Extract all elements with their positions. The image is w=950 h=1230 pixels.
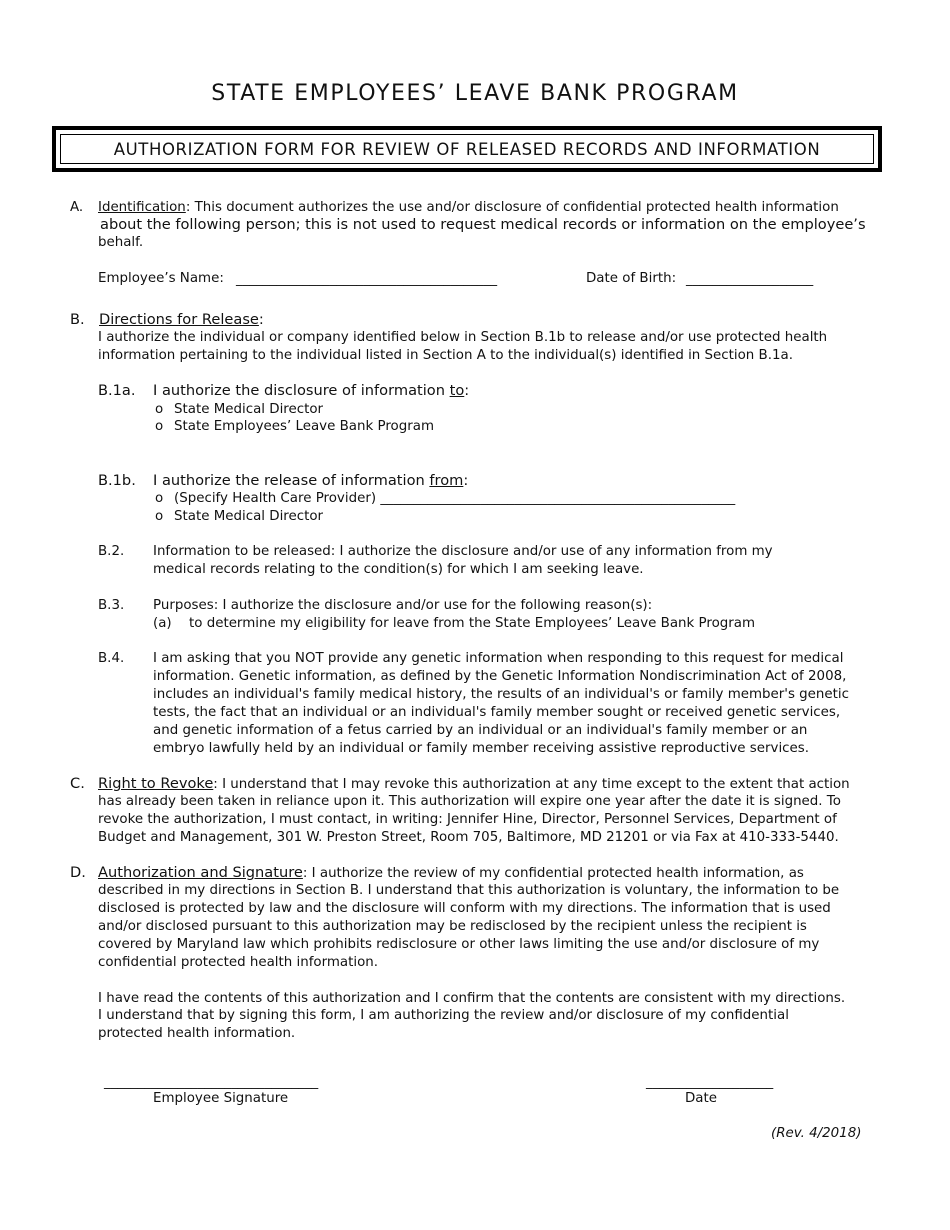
b2-number: B.2.: [98, 544, 125, 559]
b4-number: B.4.: [98, 651, 125, 666]
b4-line-4: tests, the fact that an individual or an individual's family member sought or received genetic services,: [153, 705, 841, 720]
section-c-line-4: Budget and Management, 301 W. Preston Street, Room 705, Baltimore, MD 21201 or via Fax at 410-333-5440.: [98, 830, 839, 845]
form-subtitle: AUTHORIZATION FORM FOR REVIEW OF RELEASED RECORDS AND INFORMATION: [113, 140, 821, 159]
b4-line-3: includes an individual's family medical history, the results of an individual's or family member's genetic: [153, 687, 849, 702]
form-title: STATE EMPLOYEES’ LEAVE BANK PROGRAM: [211, 81, 739, 106]
b1a-heading: [153, 382, 469, 400]
section-d-para2-line-3: protected health information.: [98, 1026, 296, 1041]
b2-line-1: Information to be released: I authorize the disclosure and/or use of any information from my: [153, 544, 773, 559]
section-d-para2-line-1: I have read the contents of this authorization and I confirm that the contents are consistent with my directions.: [98, 991, 846, 1006]
b1b-item-2-text: State Medical Director: [174, 509, 324, 524]
section-d-line-4: and/or disclosed pursuant to this authorization may be redisclosed by the recipient unless the recipient is: [98, 919, 807, 934]
section-a-letter: A.: [70, 200, 84, 215]
section-b-letter: B.: [70, 311, 85, 328]
b3-line-1: Purposes: I authorize the disclosure and/or use for the following reason(s):: [153, 598, 653, 613]
b4-line-2: information. Genetic information, as defined by the Genetic Information Nondiscrimination Act of 2008,: [153, 669, 847, 684]
b1a-heading-underlined: to: [449, 382, 465, 399]
employee-name-field[interactable]: _______________________________________: [236, 272, 498, 287]
signature-date-field[interactable]: ___________________: [646, 1075, 774, 1090]
b1a-heading-colon: :: [464, 382, 470, 399]
b1a-item-1-text: State Medical Director: [174, 402, 324, 417]
b1b-number: B.1b.: [98, 472, 136, 489]
b3-number: B.3.: [98, 598, 125, 613]
section-d-letter: D.: [70, 864, 86, 881]
section-d-line-3: disclosed is protected by law and the disclosure will conform with my directions. The information that is used: [98, 901, 831, 916]
section-d-line-5: covered by Maryland law which prohibits redisclosure or other laws limiting the use and/or disclosure of my: [98, 937, 820, 952]
b4-line-1: I am asking that you NOT provide any genetic information when responding to this request for medical: [153, 651, 844, 666]
section-d-line-1: [98, 864, 804, 883]
b3-sub-text: to determine my eligibility for leave from the State Employees’ Leave Bank Program: [189, 616, 756, 631]
section-c-text-1: : I understand that I may revoke this authorization at any time except to the extent that action: [213, 777, 850, 792]
section-c-heading: Right to Revoke: [98, 775, 214, 792]
section-b-line-1: I authorize the individual or company identified below in Section B.1b to release and/or use protected health: [98, 330, 828, 345]
section-b-heading-line: [99, 311, 264, 329]
section-a-line-1: [98, 199, 839, 217]
b1b-heading-colon: :: [463, 472, 469, 489]
b1a-item-2-text: State Employees’ Leave Bank Program: [174, 419, 434, 434]
section-d-line-2: described in my directions in Section B. I understand that this authorization is voluntary, the information to be: [98, 883, 840, 898]
employee-signature-label: Employee Signature: [153, 1091, 289, 1106]
b1b-item-1: [155, 490, 735, 508]
date-of-birth-field[interactable]: ___________________: [686, 272, 814, 287]
section-b-heading: Directions for Release: [99, 311, 259, 328]
b1a-number: B.1a.: [98, 382, 136, 399]
bullet-icon: o: [155, 419, 164, 434]
section-d-para2-line-2: I understand that by signing this form, I am authorizing the review and/or disclosure of my confidential: [98, 1008, 789, 1023]
section-a-heading: Identification: [98, 200, 186, 215]
b1a-heading-text: I authorize the disclosure of information: [153, 382, 450, 399]
section-a-line-2: about the following person; this is not used to request medical records or information on the employee’s: [100, 216, 866, 233]
b4-line-6: embryo lawfully held by an individual or family member receiving assistive reproductive services.: [153, 741, 809, 756]
section-c-line-1: [98, 775, 850, 794]
employee-name-label: Employee’s Name:: [98, 271, 224, 286]
b1b-item-1-text: (Specify Health Care Provider): [174, 491, 381, 506]
section-c-line-2: has already been taken in reliance upon it. This authorization will expire one year after the date it is signed. To: [98, 794, 841, 809]
section-c-line-3: revoke the authorization, I must contact, in writing: Jennifer Hine, Director, Personnel Services, Department of: [98, 812, 837, 827]
revision-note: (Rev. 4/2018): [771, 1126, 862, 1141]
b2-line-2: medical records relating to the condition(s) for which I am seeking leave.: [153, 562, 644, 577]
section-d-heading: Authorization and Signature: [98, 864, 303, 881]
signature-date-label: Date: [685, 1091, 718, 1106]
b1b-heading: [153, 472, 468, 490]
section-b-colon: :: [258, 311, 264, 328]
b3-sub-label: (a): [153, 616, 172, 631]
b4-line-5: and genetic information of a fetus carried by an individual or an individual's family member or an: [153, 723, 808, 738]
b1a-item-2: [155, 418, 434, 436]
bullet-icon: o: [155, 402, 164, 417]
section-c-letter: C.: [70, 775, 85, 792]
b1b-heading-text: I authorize the release of information: [153, 472, 430, 489]
b1b-item-2: [155, 508, 323, 526]
employee-signature-field[interactable]: ________________________________: [104, 1075, 319, 1090]
bullet-icon: o: [155, 491, 164, 506]
health-care-provider-field[interactable]: _____________________________________________________: [380, 491, 736, 506]
section-d-text-1: : I authorize the review of my confidential protected health information, as: [302, 866, 804, 881]
date-of-birth-label: Date of Birth:: [586, 271, 677, 286]
section-b-line-2: information pertaining to the individual listed in Section A to the individual(s) identified in Section B.1a.: [98, 348, 793, 363]
b1a-item-1: [155, 401, 323, 419]
section-a-text-1: : This document authorizes the use and/or disclosure of confidential protected health information: [185, 200, 839, 215]
bullet-icon: o: [155, 509, 164, 524]
section-a-line-3: behalf.: [98, 235, 144, 250]
section-d-line-6: confidential protected health information.: [98, 955, 379, 970]
b1b-heading-underlined: from: [429, 472, 464, 489]
